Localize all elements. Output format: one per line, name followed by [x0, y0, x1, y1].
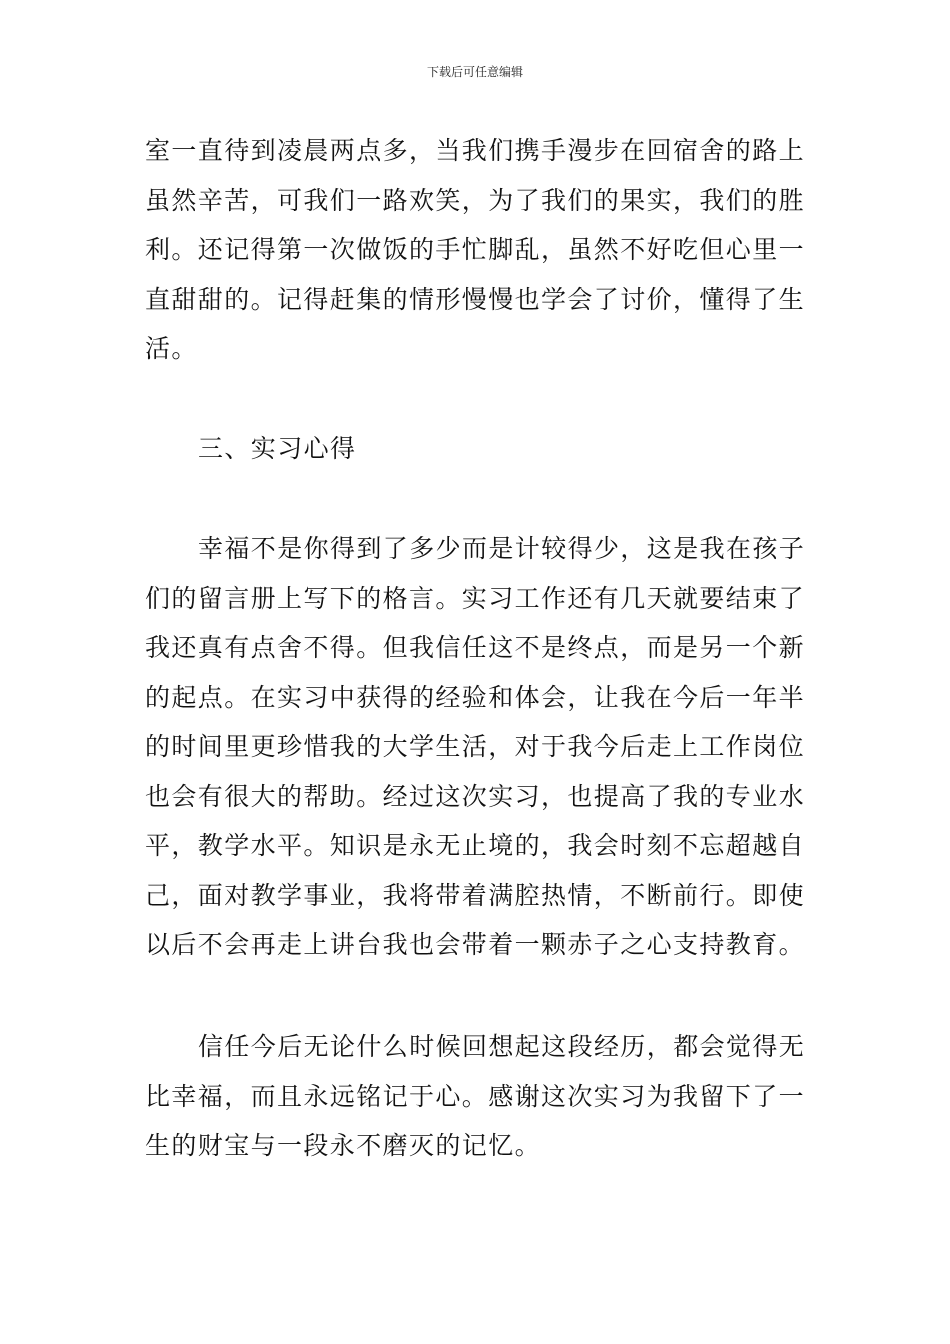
text-line: 的时间里更珍惜我的大学生活，对于我今后走上工作岗位 — [145, 732, 806, 761]
text-line: 以后不会再走上讲台我也会带着一颗赤子之心支持教育。 — [145, 930, 806, 959]
text-line: 也会有很大的帮助。经过这次实习，也提高了我的专业水 — [145, 781, 806, 811]
text-line: 幸福不是你得到了多少而是计较得少，这是我在孩子 — [198, 534, 806, 563]
text-line: 虽然辛苦，可我们一路欢笑，为了我们的果实，我们的胜 — [145, 185, 806, 215]
paragraph-reflection — [145, 524, 805, 970]
section-heading — [145, 424, 805, 474]
page-header: 下载后可任意编辑 — [426, 65, 523, 79]
text-line: 们的留言册上写下的格言。实习工作还有几天就要结束了 — [145, 583, 806, 613]
text-line: 直甜甜的。记得赶集的情形慢慢也学会了讨价，懂得了生 — [145, 284, 806, 314]
text-line: 信任今后无论什么时候回想起这段经历，都会觉得无 — [198, 1032, 806, 1061]
paragraph-continuation — [145, 126, 805, 374]
heading-text: 三、实习心得 — [198, 434, 357, 463]
text-line: 室一直待到凌晨两点多，当我们携手漫步在回宿舍的路上 — [145, 136, 806, 165]
text-line: 己，面对教学事业，我将带着满腔热情，不断前行。即使 — [145, 880, 806, 910]
text-line: 我还真有点舍不得。但我信任这不是终点，而是另一个新 — [145, 633, 806, 662]
text-line: 活。 — [145, 334, 198, 363]
text-line: 生的财宝与一段永不磨灭的记忆。 — [145, 1131, 542, 1160]
text-line: 比幸福，而且永远铭记于心。感谢这次实习为我留下了一 — [145, 1081, 806, 1111]
text-line: 平，教学水平。知识是永无止境的，我会时刻不忘超越自 — [145, 831, 806, 860]
paragraph-closing — [145, 1022, 805, 1171]
text-line: 的起点。在实习中获得的经验和体会，让我在今后一年半 — [145, 682, 806, 712]
text-line: 利。还记得第一次做饭的手忙脚乱，虽然不好吃但心里一 — [145, 235, 806, 264]
